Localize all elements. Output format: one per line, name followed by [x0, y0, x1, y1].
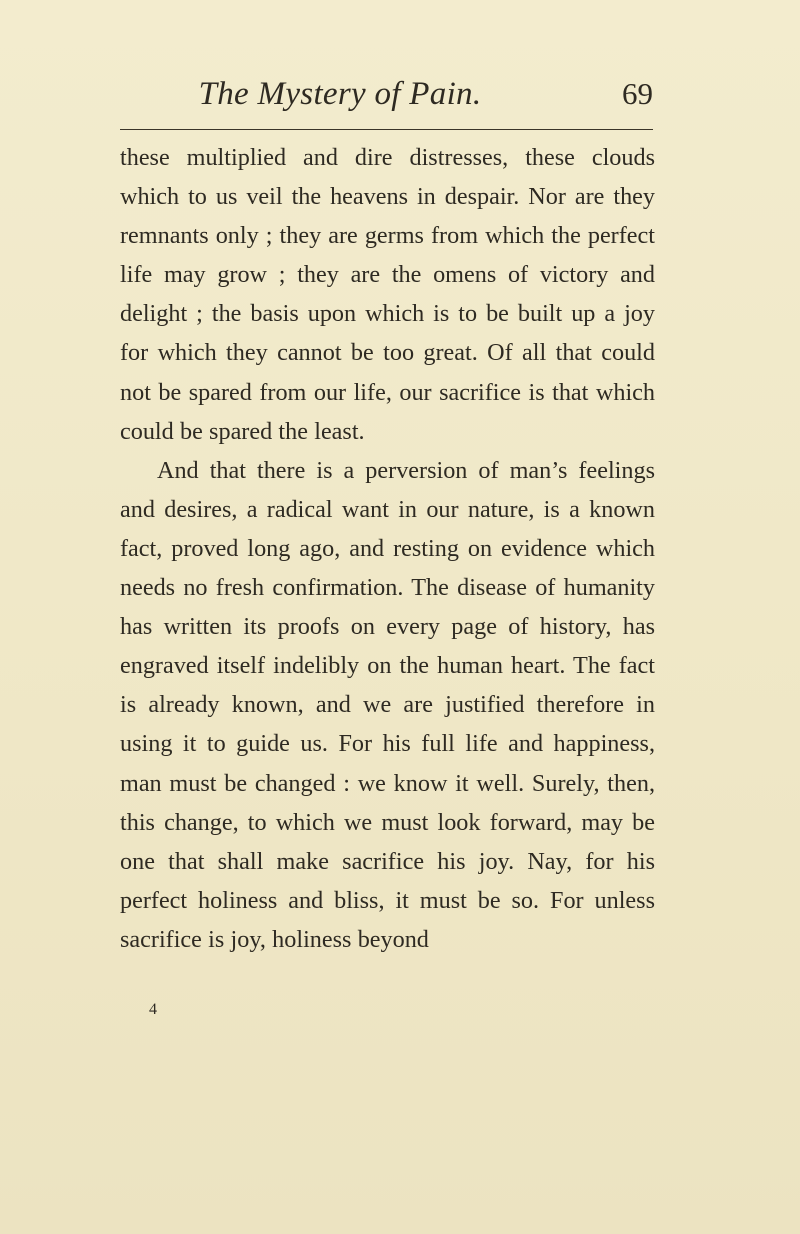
- paragraph-2: And that there is a perversion of man’s feelings and desires, a radical want in our nature, is a known fact, proved long ago, and resting on evidence which needs no fresh confirmation. The disease of humanity has written its proofs on every page of history, has engraved itself indelibly on the human heart. The fact is already known, and we are justified therefore in using it to guide us. For his full life and happiness, man must be changed : we know it well. Surely, then, this change, to which we must look forward, may be one that shall make sacrifice his joy. Nay, for his perfect holiness and bliss, it must be so. For unless sacrifice is joy, holiness beyond: [120, 456, 655, 953]
- body-text: [120, 138, 655, 959]
- header-rule: [120, 129, 653, 130]
- page-number: 69: [622, 76, 653, 111]
- running-title: The Mystery of Pain.: [198, 76, 482, 112]
- signature-mark: 4: [149, 1001, 157, 1018]
- page-header: [120, 74, 655, 124]
- paragraph-1: these multiplied and dire distresses, these clouds which to us veil the heavens in despair. Nor are they remnants only ; they are germs from which the perfect life may grow ; they are the omens of victory and delight ; the basis upon which is to be built up a joy for which they cannot be too great. Of all that could not be spared from our life, our sacrifice is that which could be spared the least.: [120, 144, 655, 445]
